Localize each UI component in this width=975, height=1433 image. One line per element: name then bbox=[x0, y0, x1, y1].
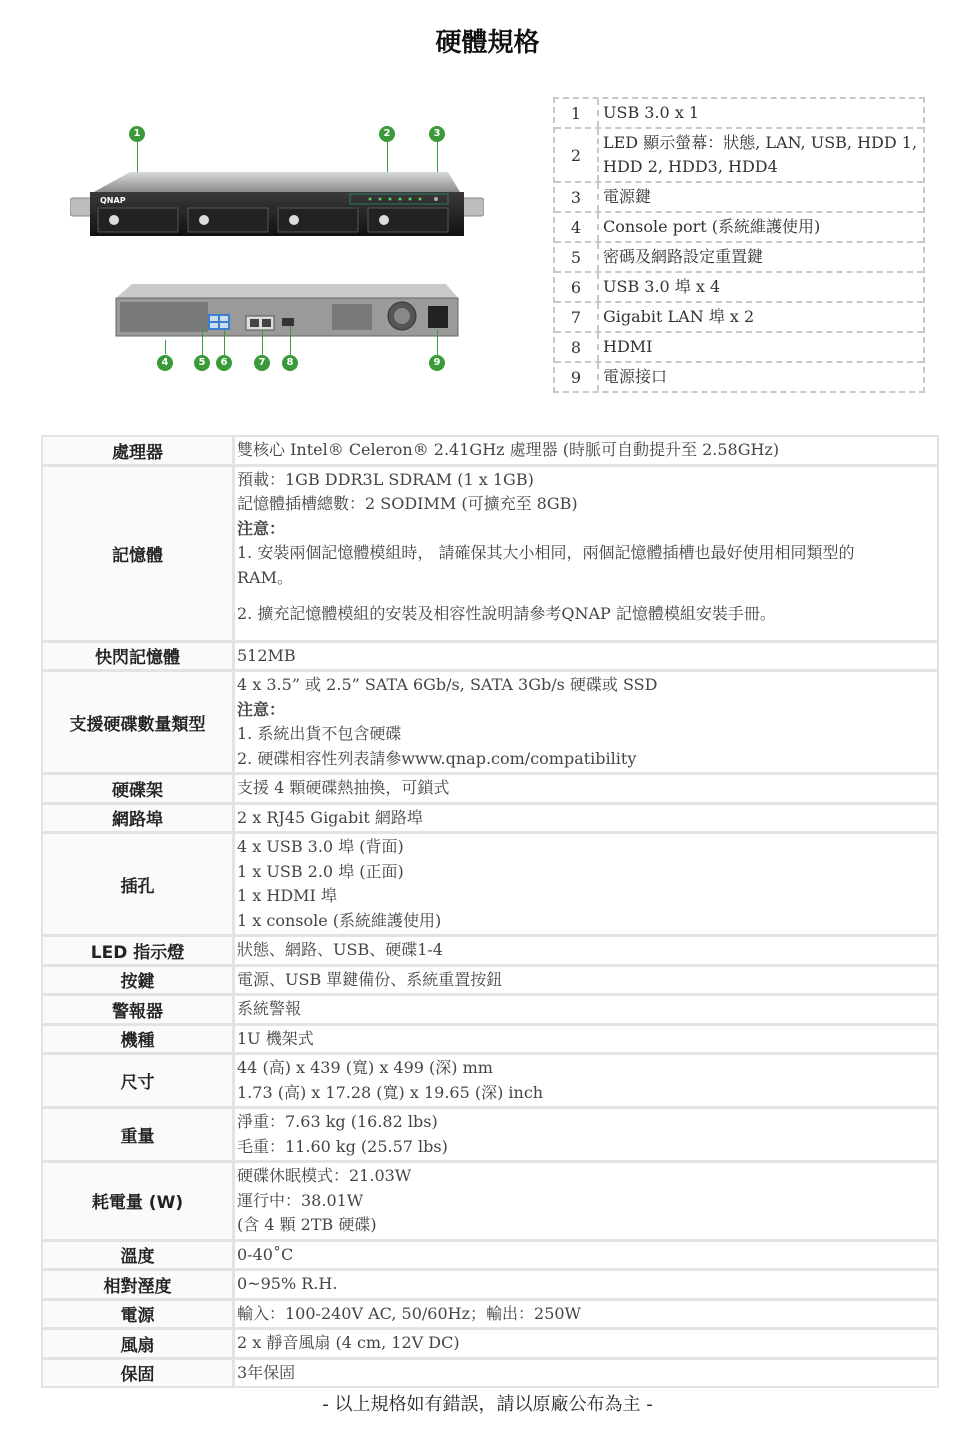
callout-9: 9 bbox=[429, 355, 445, 371]
spec-row bbox=[43, 1330, 937, 1360]
spec-label: 耗電量 (W) bbox=[43, 1163, 232, 1239]
spec-value-line: 硬碟休眠模式：21.03W bbox=[237, 1166, 412, 1185]
spec-value-line: 系統警報 bbox=[237, 999, 302, 1018]
spec-row bbox=[43, 996, 937, 1026]
spec-value bbox=[235, 643, 937, 670]
spec-value bbox=[235, 805, 937, 832]
spec-value bbox=[235, 1301, 937, 1328]
spec-value-line: 1 x USB 2.0 埠 (正面) bbox=[237, 861, 404, 881]
spec-row bbox=[43, 1026, 937, 1056]
spec-value bbox=[235, 1026, 937, 1053]
spec-value-line: 0~95% R.H. bbox=[237, 1274, 338, 1293]
brand-logo: QNAP bbox=[100, 196, 126, 205]
callout-3: 3 bbox=[429, 126, 445, 142]
spec-label: 插孔 bbox=[43, 834, 232, 934]
spec-row bbox=[43, 967, 937, 997]
spec-row bbox=[43, 467, 937, 643]
disclaimer-footer: - 以上規格如有錯誤，請以原廠公布為主 - bbox=[322, 1394, 653, 1415]
legend-row: 2 LED 顯示螢幕：狀態, LAN, USB, HDD 1, HDD 2, HDD3, HDD4 bbox=[555, 129, 923, 183]
spec-row bbox=[43, 643, 937, 673]
spec-value-line: 44 (高) x 439 (寬) x 499 (深) mm bbox=[237, 1058, 493, 1077]
spec-row bbox=[43, 834, 937, 937]
spec-value-line: RAM。 bbox=[237, 567, 293, 587]
spec-value-line: 淨重：7.63 kg (16.82 lbs) bbox=[237, 1112, 438, 1131]
spec-label: 相對溼度 bbox=[43, 1271, 232, 1298]
spec-value bbox=[235, 1163, 937, 1239]
spec-value-line: 1. 系統出貨不包含硬碟 bbox=[237, 724, 402, 743]
spec-row bbox=[43, 672, 937, 775]
spec-row bbox=[43, 1163, 937, 1242]
legend-row: 1 USB 3.0 x 1 bbox=[555, 99, 923, 129]
legend-row: 7 Gigabit LAN 埠 x 2 bbox=[555, 303, 923, 333]
spec-value-line: 1 x console (系統維護使用) bbox=[237, 910, 442, 930]
spec-label: 保固 bbox=[43, 1360, 232, 1387]
spec-value bbox=[235, 937, 937, 964]
spec-value-line: 記憶體插槽總數：2 SODIMM (可擴充至 8GB) bbox=[237, 494, 578, 513]
spec-value bbox=[235, 967, 937, 994]
spec-value bbox=[235, 1330, 937, 1357]
spec-table bbox=[41, 435, 939, 1388]
spec-label: 處理器 bbox=[43, 437, 232, 464]
spec-row bbox=[43, 937, 937, 967]
spec-value-line: 0-40˚C bbox=[237, 1244, 294, 1264]
spec-row bbox=[43, 1360, 937, 1387]
spec-value bbox=[235, 775, 937, 802]
spec-value-line: (含 4 顆 2TB 硬碟) bbox=[237, 1215, 377, 1234]
spec-value-line: 運行中：38.01W bbox=[237, 1190, 364, 1210]
spec-value-line bbox=[237, 627, 935, 639]
spec-label: 溫度 bbox=[43, 1242, 232, 1269]
spec-value-line: 電源、USB 單鍵備份、系統重置按鈕 bbox=[237, 969, 503, 989]
spec-row bbox=[43, 1242, 937, 1272]
spec-row bbox=[43, 805, 937, 835]
legend-row: 5 密碼及網路設定重置鍵 bbox=[555, 243, 923, 273]
spec-value-line: 注意： bbox=[237, 518, 286, 538]
callout-4: 4 bbox=[157, 355, 173, 371]
callout-7: 7 bbox=[254, 355, 270, 371]
spec-label: 按鍵 bbox=[43, 967, 232, 994]
spec-value-line: 3年保固 bbox=[237, 1362, 296, 1382]
spec-label: 電源 bbox=[43, 1301, 232, 1328]
spec-label: 硬碟架 bbox=[43, 775, 232, 802]
callout-8: 8 bbox=[282, 355, 298, 371]
legend-row: 6 USB 3.0 埠 x 4 bbox=[555, 273, 923, 303]
callout-2: 2 bbox=[379, 126, 395, 142]
spec-value-line: 毛重：11.60 kg (25.57 lbs) bbox=[237, 1136, 448, 1156]
spec-value-line: 1 x HDMI 埠 bbox=[237, 886, 337, 905]
spec-value-line: 2 x RJ45 Gigabit 網路埠 bbox=[237, 807, 423, 827]
spec-label: 網路埠 bbox=[43, 805, 232, 832]
port-legend-table bbox=[553, 97, 925, 393]
spec-label: LED 指示燈 bbox=[43, 937, 232, 964]
spec-label: 機種 bbox=[43, 1026, 232, 1053]
spec-label: 快閃記憶體 bbox=[43, 643, 232, 670]
spec-value bbox=[235, 467, 937, 640]
spec-value-line: 512MB bbox=[237, 645, 296, 665]
page-title: 硬體規格 bbox=[435, 28, 540, 58]
spec-label: 警報器 bbox=[43, 996, 232, 1023]
legend-row: 9 電源接口 bbox=[555, 363, 923, 391]
spec-value bbox=[235, 1109, 937, 1160]
spec-value-line: 注意： bbox=[237, 699, 286, 719]
spec-row bbox=[43, 775, 937, 805]
spec-value-line bbox=[237, 590, 935, 602]
spec-row bbox=[43, 1055, 937, 1109]
legend-row: 8 HDMI bbox=[555, 333, 923, 363]
spec-label: 記憶體 bbox=[43, 467, 232, 640]
legend-row: 3 電源鍵 bbox=[555, 183, 923, 213]
spec-value bbox=[235, 672, 937, 772]
spec-label: 風扇 bbox=[43, 1330, 232, 1357]
spec-value bbox=[235, 1242, 937, 1269]
spec-value bbox=[235, 437, 937, 464]
nas-rear-image bbox=[112, 282, 462, 342]
callout-6: 6 bbox=[216, 355, 232, 371]
spec-value-line: 狀態、網路、USB、硬碟1-4 bbox=[237, 940, 443, 959]
spec-value bbox=[235, 996, 937, 1023]
spec-row bbox=[43, 1109, 937, 1163]
spec-row bbox=[43, 1301, 937, 1331]
callout-1: 1 bbox=[129, 126, 145, 142]
spec-value-line: 1.73 (高) x 17.28 (寬) x 19.65 (深) inch bbox=[237, 1082, 544, 1102]
spec-value bbox=[235, 1360, 937, 1387]
spec-value-line: 4 x 3.5” 或 2.5” SATA 6Gb/s, SATA 3Gb/s 硬碟或 SSD bbox=[237, 675, 658, 694]
spec-value-line: 支援 4 顆硬碟熱抽換，可鎖式 bbox=[237, 778, 450, 797]
spec-value bbox=[235, 1055, 937, 1106]
spec-value-line: 2. 硬碟相容性列表請參www.qnap.com/compatibility bbox=[237, 748, 637, 768]
legend-row: 4 Console port (系統維護使用) bbox=[555, 213, 923, 243]
spec-row bbox=[43, 1271, 937, 1301]
spec-row bbox=[43, 437, 937, 467]
spec-value-line: 4 x USB 3.0 埠 (背面) bbox=[237, 837, 404, 856]
spec-value-line: 輸入：100-240V AC, 50/60Hz；輸出：250W bbox=[237, 1303, 582, 1323]
spec-value-line: 1U 機架式 bbox=[237, 1028, 314, 1048]
spec-label: 支援硬碟數量類型 bbox=[43, 672, 232, 772]
spec-value bbox=[235, 1271, 937, 1298]
spec-label: 重量 bbox=[43, 1109, 232, 1160]
spec-value-line: 預載：1GB DDR3L SDRAM (1 x 1GB) bbox=[237, 469, 534, 489]
nas-front-image bbox=[70, 168, 484, 238]
callout-5: 5 bbox=[194, 355, 210, 371]
spec-value-line: 雙核心 Intel® Celeron® 2.41GHz 處理器 (時脈可自動提升至 2.58GHz) bbox=[237, 440, 780, 459]
spec-value-line: 1. 安裝兩個記憶體模組時， 請確保其大小相同，兩個記憶體插槽也最好使用相同類型的 bbox=[237, 543, 855, 562]
spec-label: 尺寸 bbox=[43, 1055, 232, 1106]
spec-value-line: 2 x 靜音風扇 (4 cm, 12V DC) bbox=[237, 1333, 460, 1352]
spec-value-line: 2. 擴充記憶體模組的安裝及相容性說明請參考QNAP 記憶體模組安裝手冊。 bbox=[237, 604, 776, 623]
spec-value bbox=[235, 834, 937, 934]
